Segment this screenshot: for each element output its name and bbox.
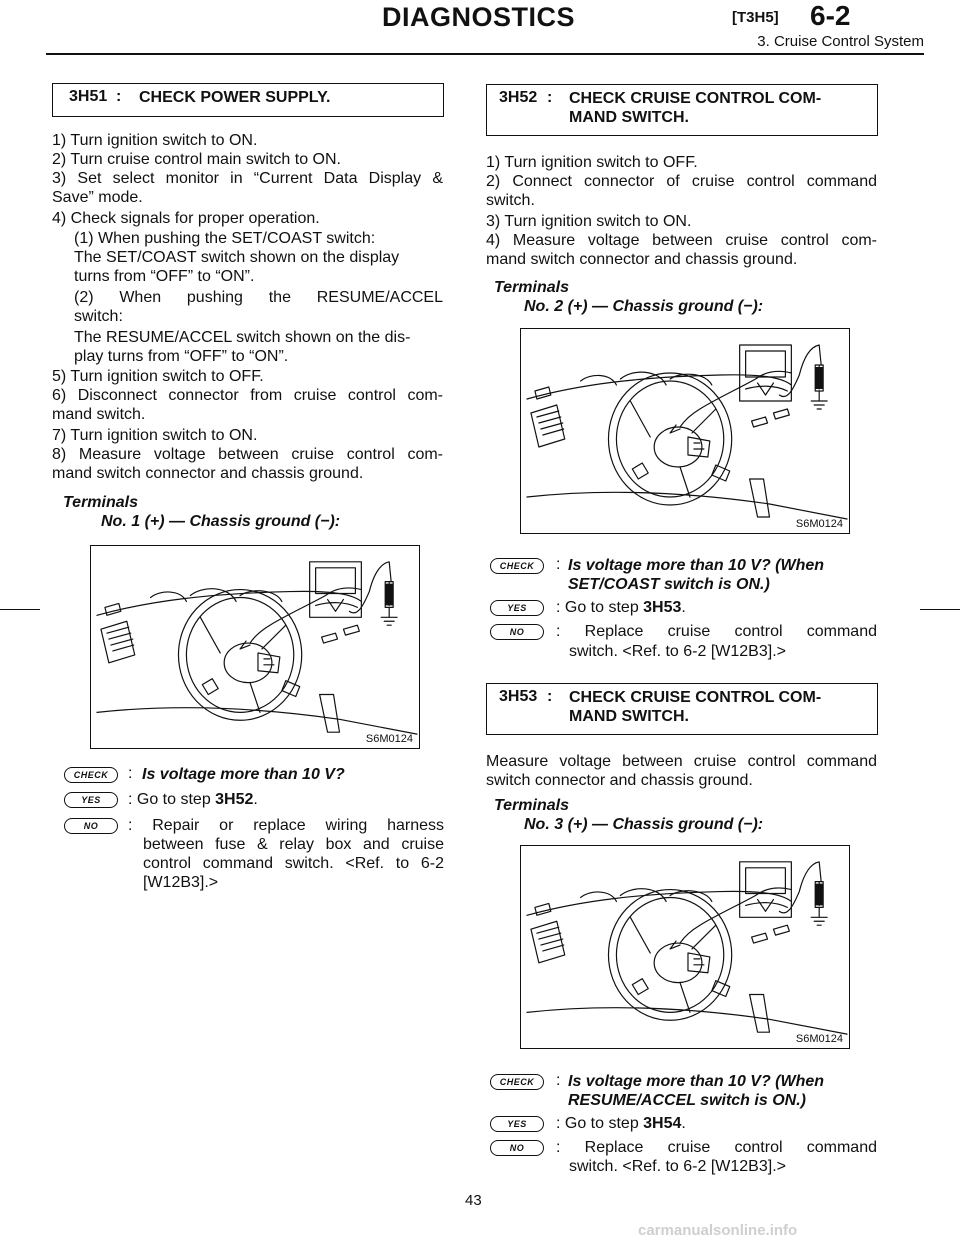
step-line: turns from “OFF” to “ON”.	[74, 268, 255, 285]
steering-wheel-figure	[90, 545, 420, 749]
step-colon: :	[116, 88, 122, 105]
step-title: CHECK POWER SUPPLY.	[139, 89, 331, 106]
step-line: 3) Set select monitor in “Current Data Display &	[52, 170, 443, 187]
no-answer: : Repair or replace wiring harness	[128, 817, 444, 834]
no-answer: [W12B3].>	[143, 874, 219, 891]
no-answer: between fuse & relay box and cruise	[143, 836, 444, 853]
step-title: CHECK CRUISE CONTROL COM- MAND SWITCH.	[569, 90, 822, 126]
no-icon: NO	[64, 818, 118, 834]
step-line: Save” mode.	[52, 189, 143, 206]
terminals-spec: No. 3 (+) — Chassis ground (−):	[524, 816, 764, 833]
yes-answer: : Go to step 3H53.	[556, 599, 686, 616]
no-icon: NO	[490, 1140, 544, 1156]
page-title: DIAGNOSTICS	[382, 2, 576, 32]
steering-wheel-figure	[520, 328, 850, 534]
step-colon: :	[547, 688, 553, 705]
check-icon: CHECK	[490, 558, 544, 574]
step-3h51-box	[52, 83, 444, 117]
step-line: mand switch connector and chassis ground.	[486, 251, 798, 268]
header-rule	[46, 53, 924, 55]
step-title: CHECK CRUISE CONTROL COM- MAND SWITCH.	[569, 689, 822, 725]
terminals-spec: No. 1 (+) — Chassis ground (−):	[101, 513, 341, 530]
check-icon: CHECK	[64, 767, 118, 783]
check-question: SET/COAST switch is ON.)	[568, 576, 770, 593]
step-line: 4) Check signals for proper operation.	[52, 210, 320, 227]
step-number: 3H51	[69, 88, 108, 105]
page-number: 43	[465, 1192, 482, 1209]
step-number: 3H53	[499, 688, 538, 705]
step-line: 3) Turn ignition switch to ON.	[486, 213, 692, 230]
step-line: switch:	[74, 308, 123, 325]
page-code: [T3H5]	[732, 9, 779, 26]
step-line: 6) Disconnect connector from cruise control com-	[52, 387, 443, 404]
section-subtitle: 3. Cruise Control System	[757, 33, 924, 50]
no-answer: switch. <Ref. to 6-2 [W12B3].>	[569, 1158, 786, 1175]
watermark: carmanualsonline.info	[638, 1222, 798, 1239]
crop-mark-left	[0, 609, 40, 610]
yes-step-link[interactable]: 3H54	[643, 1115, 682, 1132]
dashboard-illustration	[521, 329, 849, 533]
step-line: The RESUME/ACCEL switch shown on the dis-	[74, 329, 411, 346]
no-answer: : Replace cruise control command	[556, 623, 877, 640]
step-colon: :	[547, 89, 553, 106]
step-line: mand switch.	[52, 406, 146, 423]
step-3h53-box	[486, 683, 878, 735]
check-icon: CHECK	[490, 1074, 544, 1090]
yes-icon: YES	[64, 792, 118, 808]
figure-id: S6M0124	[795, 518, 843, 530]
yes-icon: YES	[490, 1116, 544, 1132]
step-line: (2) When pushing the RESUME/ACCEL	[74, 289, 443, 306]
terminals-heading: Terminals	[63, 494, 138, 511]
no-answer: control command switch. <Ref. to 6-2	[143, 855, 444, 872]
step-line: 2) Turn cruise control main switch to ON.	[52, 151, 341, 168]
check-question: RESUME/ACCEL switch is ON.)	[568, 1092, 806, 1109]
check-colon: :	[556, 556, 561, 573]
check-question: Is voltage more than 10 V?	[142, 766, 345, 783]
no-answer: : Replace cruise control command	[556, 1139, 877, 1156]
check-question: Is voltage more than 10 V? (When	[568, 1073, 825, 1090]
step-line: switch.	[486, 192, 535, 209]
step-line: 5) Turn ignition switch to OFF.	[52, 368, 264, 385]
step-line: 1) Turn ignition switch to ON.	[52, 132, 258, 149]
section-number: 6-2	[810, 0, 851, 31]
yes-step-link[interactable]: 3H52	[215, 791, 254, 808]
step-3h52-box	[486, 84, 878, 136]
step-line: 4) Measure voltage between cruise control com-	[486, 232, 877, 249]
step-line: 7) Turn ignition switch to ON.	[52, 427, 258, 444]
no-answer: switch. <Ref. to 6-2 [W12B3].>	[569, 643, 786, 660]
step-line: Measure voltage between cruise control command	[486, 753, 877, 770]
terminals-heading: Terminals	[494, 279, 569, 296]
steering-wheel-figure	[520, 845, 850, 1049]
step-line: (1) When pushing the SET/COAST switch:	[74, 230, 376, 247]
yes-step-link[interactable]: 3H53	[643, 599, 682, 616]
figure-id: S6M0124	[365, 733, 413, 745]
step-line: The SET/COAST switch shown on the display	[74, 249, 400, 266]
step-line: 8) Measure voltage between cruise control com-	[52, 446, 443, 463]
step-line: 2) Connect connector of cruise control command	[486, 173, 877, 190]
step-number: 3H52	[499, 89, 538, 106]
figure-id: S6M0124	[795, 1033, 843, 1045]
dashboard-illustration	[521, 846, 849, 1048]
check-question: Is voltage more than 10 V? (When	[568, 557, 825, 574]
step-line: switch connector and chassis ground.	[486, 772, 753, 789]
check-colon: :	[128, 765, 133, 782]
yes-answer: : Go to step 3H54.	[556, 1115, 686, 1132]
dashboard-illustration	[91, 546, 419, 748]
terminals-spec: No. 2 (+) — Chassis ground (−):	[524, 298, 764, 315]
step-line: 1) Turn ignition switch to OFF.	[486, 154, 698, 171]
step-line: play turns from “OFF” to “ON”.	[74, 348, 289, 365]
crop-mark-right	[920, 609, 960, 610]
step-line: mand switch connector and chassis ground.	[52, 465, 364, 482]
no-icon: NO	[490, 624, 544, 640]
check-colon: :	[556, 1072, 561, 1089]
terminals-heading: Terminals	[494, 797, 569, 814]
yes-icon: YES	[490, 600, 544, 616]
yes-answer: : Go to step 3H52.	[128, 791, 258, 808]
